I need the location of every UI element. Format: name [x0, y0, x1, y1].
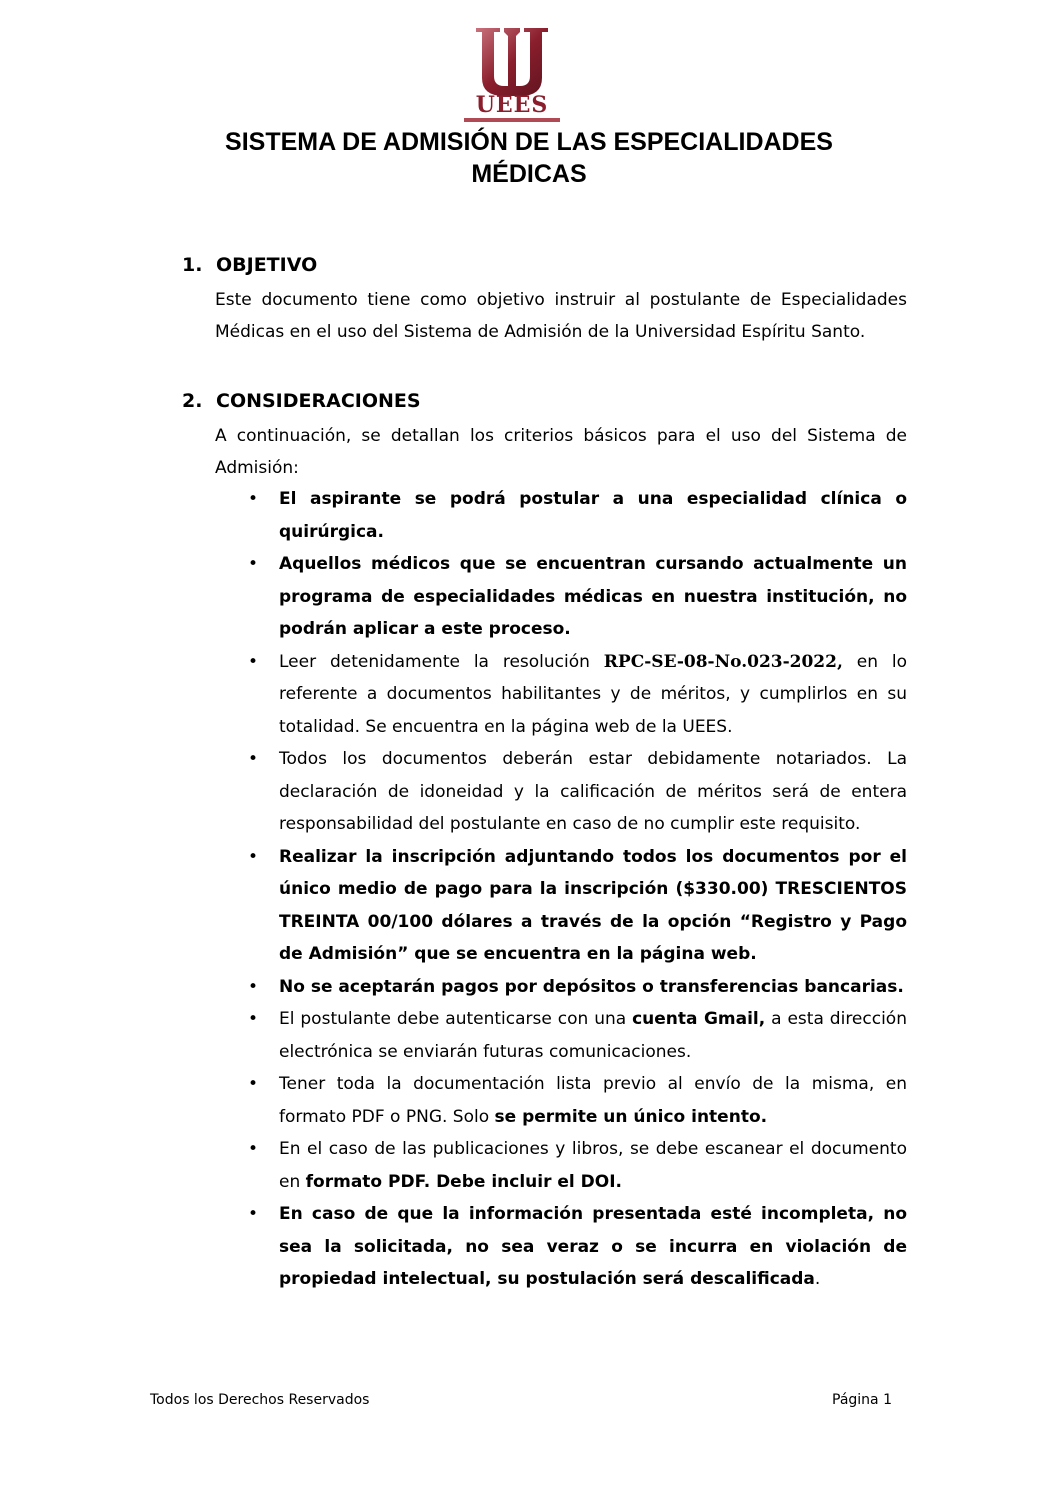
list-item	[248, 548, 907, 646]
logo-wordmark: UEES	[475, 92, 549, 118]
list-item-text: .	[814, 1269, 821, 1289]
list-item	[248, 646, 907, 744]
bullet-icon: •	[248, 489, 259, 509]
list-item-text: El aspirante se podrá postular a una especialidad clínica o quirúrgica.	[279, 489, 907, 542]
list-item-text: Realizar la inscripción adjuntando todos los documentos por el único medio de pago para la inscripción ($330.00) TRESCIENTOS TREINTA 00/100 dólares a través de la opción “Registro y Pago de Admisión” que se encuentra en la página web.	[279, 846, 907, 964]
list-item-emphasis: se permite un único intento.	[494, 1106, 768, 1127]
logo-underline	[464, 118, 560, 122]
title-line-1: SISTEMA DE ADMISIÓN DE LAS ESPECIALIDADES	[225, 128, 833, 156]
section-number: 1.	[182, 254, 203, 276]
list-item-text: a esta dirección electrónica se enviarán futuras comunicaciones.	[279, 1009, 907, 1062]
list-item-text: Tener toda la documentación lista previo al envío de la misma, en formato PDF o PNG. Solo	[279, 1074, 907, 1127]
footer-copyright: Todos los Derechos Reservados	[150, 1392, 370, 1408]
bullet-icon: •	[248, 846, 259, 867]
footer-page-number: Página 1	[832, 1392, 892, 1408]
criteria-list	[248, 483, 907, 1296]
bullet-icon: •	[248, 1074, 259, 1094]
list-item-text: En caso de que la información presentada esté incompleta, no sea la solicitada, no sea veraz o se incurra en violación de propiedad intelectual, su postulación será descalificada	[279, 1204, 907, 1289]
title-line-2: MÉDICAS	[471, 160, 587, 188]
list-item	[248, 841, 907, 971]
list-item-emphasis: cuenta Gmail,	[632, 1009, 766, 1029]
section-title: OBJETIVO	[216, 254, 318, 276]
list-item	[248, 971, 907, 1004]
list-item-text: Todos los documentos deberán estar debidamente notariados. La declaración de idoneidad y la calificación de méritos será de entera responsabilidad del postulante en caso de no cumplir este requisito.	[279, 749, 907, 834]
bullet-icon: •	[248, 651, 259, 672]
section-heading-consideraciones	[182, 390, 421, 412]
bullet-icon: •	[248, 976, 259, 997]
list-item	[248, 1133, 907, 1198]
bullet-icon: •	[248, 749, 259, 769]
list-item-text: Leer detenidamente la resolución	[279, 651, 604, 672]
list-item-text: No se aceptarán pagos por depósitos o transferencias bancarias.	[279, 976, 904, 997]
section-title: CONSIDERACIONES	[216, 390, 421, 412]
resolution-code: RPC-SE-08-No.023-2022,	[603, 651, 843, 672]
section-body-consideraciones: A continuación, se detallan los criterios básicos para el uso del Sistema de Admisión:	[215, 426, 907, 478]
list-item	[248, 1198, 907, 1296]
bullet-icon: •	[248, 554, 259, 574]
bullet-icon: •	[248, 1204, 259, 1224]
list-item-text: En el caso de las publicaciones y libros, se debe escanear el documento en	[279, 1139, 907, 1192]
list-item-text: Aquellos médicos que se encuentran cursando actualmente un programa de especialidades médicas en nuestra institución, no podrán aplicar a este proceso.	[279, 554, 907, 639]
list-item	[248, 483, 907, 548]
list-item-emphasis: formato PDF. Debe incluir el DOI.	[305, 1171, 623, 1192]
list-item	[248, 1003, 907, 1068]
list-item	[248, 743, 907, 841]
document-title	[120, 126, 938, 190]
list-item-text: El postulante debe autenticarse con una	[279, 1009, 633, 1029]
section-heading-objetivo	[182, 254, 317, 276]
bullet-icon: •	[248, 1009, 259, 1029]
section-number: 2.	[182, 390, 203, 412]
list-item-text: en lo referente a documentos habilitantes y de méritos, y cumplirlos en su totalidad. Se encuentra en la página web de la UEES.	[279, 651, 907, 737]
list-item	[248, 1068, 907, 1133]
section-body-objetivo: Este documento tiene como objetivo instruir al postulante de Especialidades Médicas en el uso del Sistema de Admisión de la Universidad Espíritu Santo.	[215, 290, 907, 342]
bullet-icon: •	[248, 1139, 259, 1159]
